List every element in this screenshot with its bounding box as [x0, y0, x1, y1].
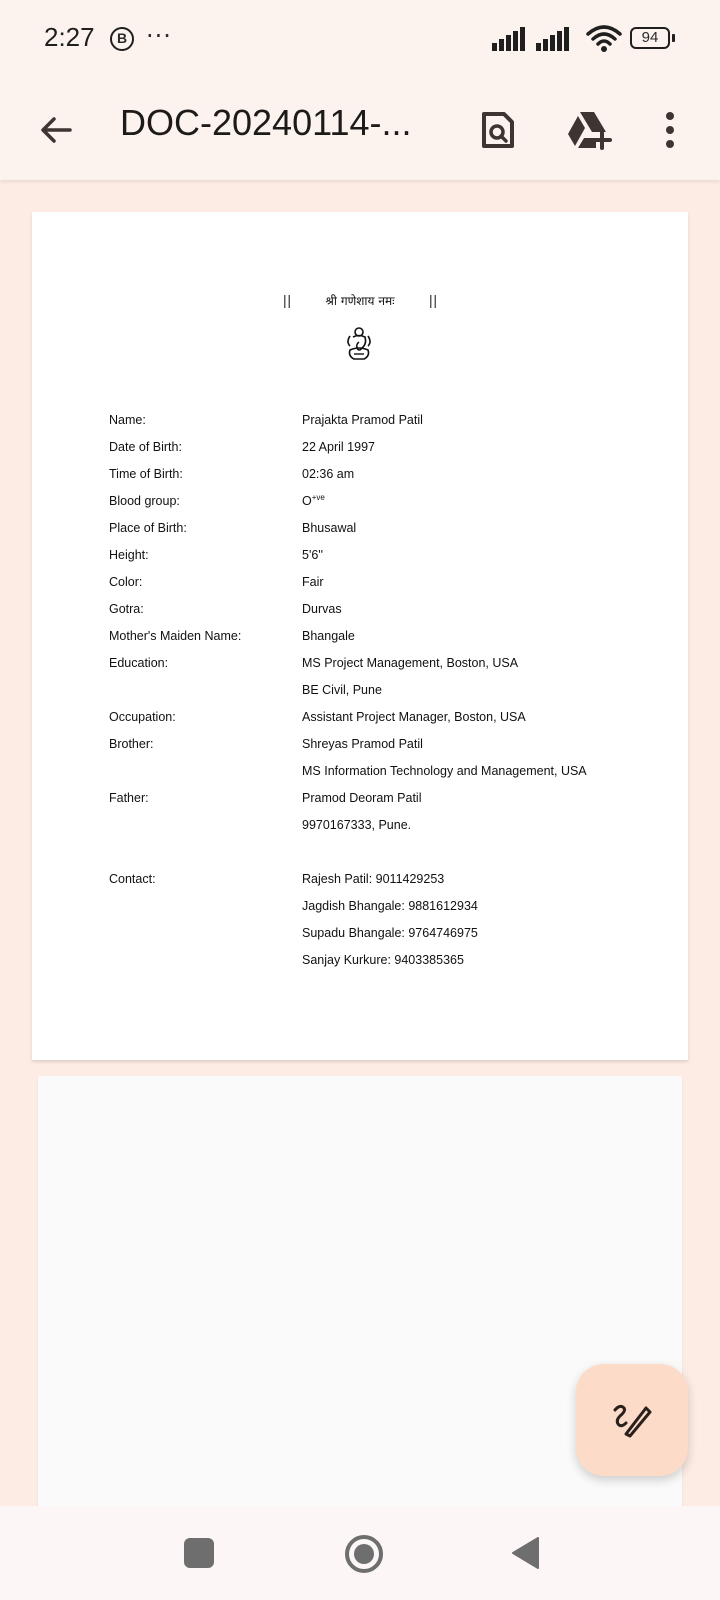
detail-label: Height:	[109, 547, 149, 562]
detail-value: Jagdish Bhangale: 9881612934	[302, 898, 478, 913]
detail-row	[109, 460, 669, 487]
document-title: DOC-20240114-...	[120, 102, 412, 143]
invocation-text: श्री गणेशाय नमः	[325, 294, 395, 308]
battery-icon: 94	[630, 27, 670, 49]
detail-value: Bhangale	[302, 628, 355, 643]
detail-value: Supadu Bhangale: 9764746975	[302, 925, 478, 940]
back-triangle-icon[interactable]	[500, 1528, 550, 1578]
detail-row	[109, 622, 669, 649]
detail-row	[109, 433, 669, 460]
detail-value: Prajakta Pramod Patil	[302, 412, 423, 427]
detail-value: MS Project Management, Boston, USA	[302, 655, 519, 670]
detail-value: BE Civil, Pune	[302, 682, 382, 697]
blood-group-value: O	[302, 494, 312, 509]
detail-label: Mother's Maiden Name:	[109, 628, 242, 643]
detail-label: Date of Birth:	[109, 439, 182, 454]
edit-fab-button[interactable]	[576, 1364, 688, 1476]
detail-value: 9970167333, Pune.	[302, 817, 412, 832]
more-notifications-icon: ···	[146, 22, 172, 50]
detail-label: Gotra:	[109, 601, 144, 616]
app-bar	[0, 80, 720, 180]
detail-row	[109, 568, 669, 595]
search-in-document-icon[interactable]	[468, 100, 528, 160]
signal-icon	[492, 27, 528, 51]
detail-row	[109, 703, 669, 730]
signal-icon	[536, 27, 572, 51]
detail-row	[109, 730, 669, 757]
detail-row	[109, 541, 669, 568]
invocation-bars-right: ||	[428, 294, 438, 309]
detail-value	[302, 493, 669, 508]
detail-value: Pramod Deoram Patil	[302, 790, 422, 805]
detail-value: Assistant Project Manager, Boston, USA	[302, 709, 526, 724]
detail-value: Rajesh Patil: 9011429253	[302, 871, 445, 886]
detail-label: Occupation:	[109, 709, 176, 724]
detail-value: Bhusawal	[302, 520, 357, 535]
detail-row	[109, 406, 669, 433]
detail-row	[109, 487, 669, 514]
edit-pen-icon	[610, 1398, 654, 1442]
invocation-header	[32, 292, 688, 309]
detail-value: Durvas	[302, 601, 342, 616]
document-page	[32, 212, 688, 1060]
detail-label: Name:	[109, 412, 146, 427]
detail-row	[109, 595, 669, 622]
detail-value: 02:36 am	[302, 466, 355, 481]
detail-row	[109, 649, 669, 676]
detail-row	[109, 757, 669, 784]
status-bar	[0, 0, 720, 80]
status-time: 2:27	[44, 22, 95, 52]
detail-row	[109, 892, 669, 919]
detail-row	[109, 784, 669, 811]
back-arrow-icon[interactable]	[28, 102, 84, 158]
more-vert-icon[interactable]	[650, 100, 690, 160]
detail-value: Fair	[302, 574, 324, 589]
wifi-icon	[586, 24, 622, 54]
drive-add-icon[interactable]	[560, 100, 620, 160]
detail-label: Color:	[109, 574, 143, 589]
recents-square-icon[interactable]	[174, 1528, 224, 1578]
ganesha-icon	[344, 326, 374, 362]
detail-label: Place of Birth:	[109, 520, 187, 535]
details-table	[109, 406, 669, 973]
home-circle-icon[interactable]	[336, 1526, 392, 1582]
detail-row	[109, 865, 669, 892]
detail-row	[109, 919, 669, 946]
system-nav-bar	[0, 1506, 720, 1600]
whatsapp-business-icon: B	[110, 27, 134, 51]
detail-label: Brother:	[109, 736, 154, 751]
detail-label: Father:	[109, 790, 149, 805]
detail-row	[109, 811, 669, 838]
detail-row	[109, 676, 669, 703]
detail-value: 5'6''	[302, 547, 324, 562]
detail-label: Time of Birth:	[109, 466, 183, 481]
detail-label: Contact:	[109, 871, 156, 886]
detail-label: Education:	[109, 655, 169, 670]
invocation-bars-left: ||	[282, 294, 292, 309]
detail-value: MS Information Technology and Management, USA	[302, 763, 587, 778]
detail-value: Shreyas Pramod Patil	[302, 736, 423, 751]
blood-group-sup: +ve	[311, 492, 325, 502]
detail-label: Blood group:	[109, 493, 180, 508]
detail-value: 22 April 1997	[302, 439, 375, 454]
detail-row	[109, 946, 669, 973]
detail-value: Sanjay Kurkure: 9403385365	[302, 952, 464, 967]
detail-row	[109, 514, 669, 541]
